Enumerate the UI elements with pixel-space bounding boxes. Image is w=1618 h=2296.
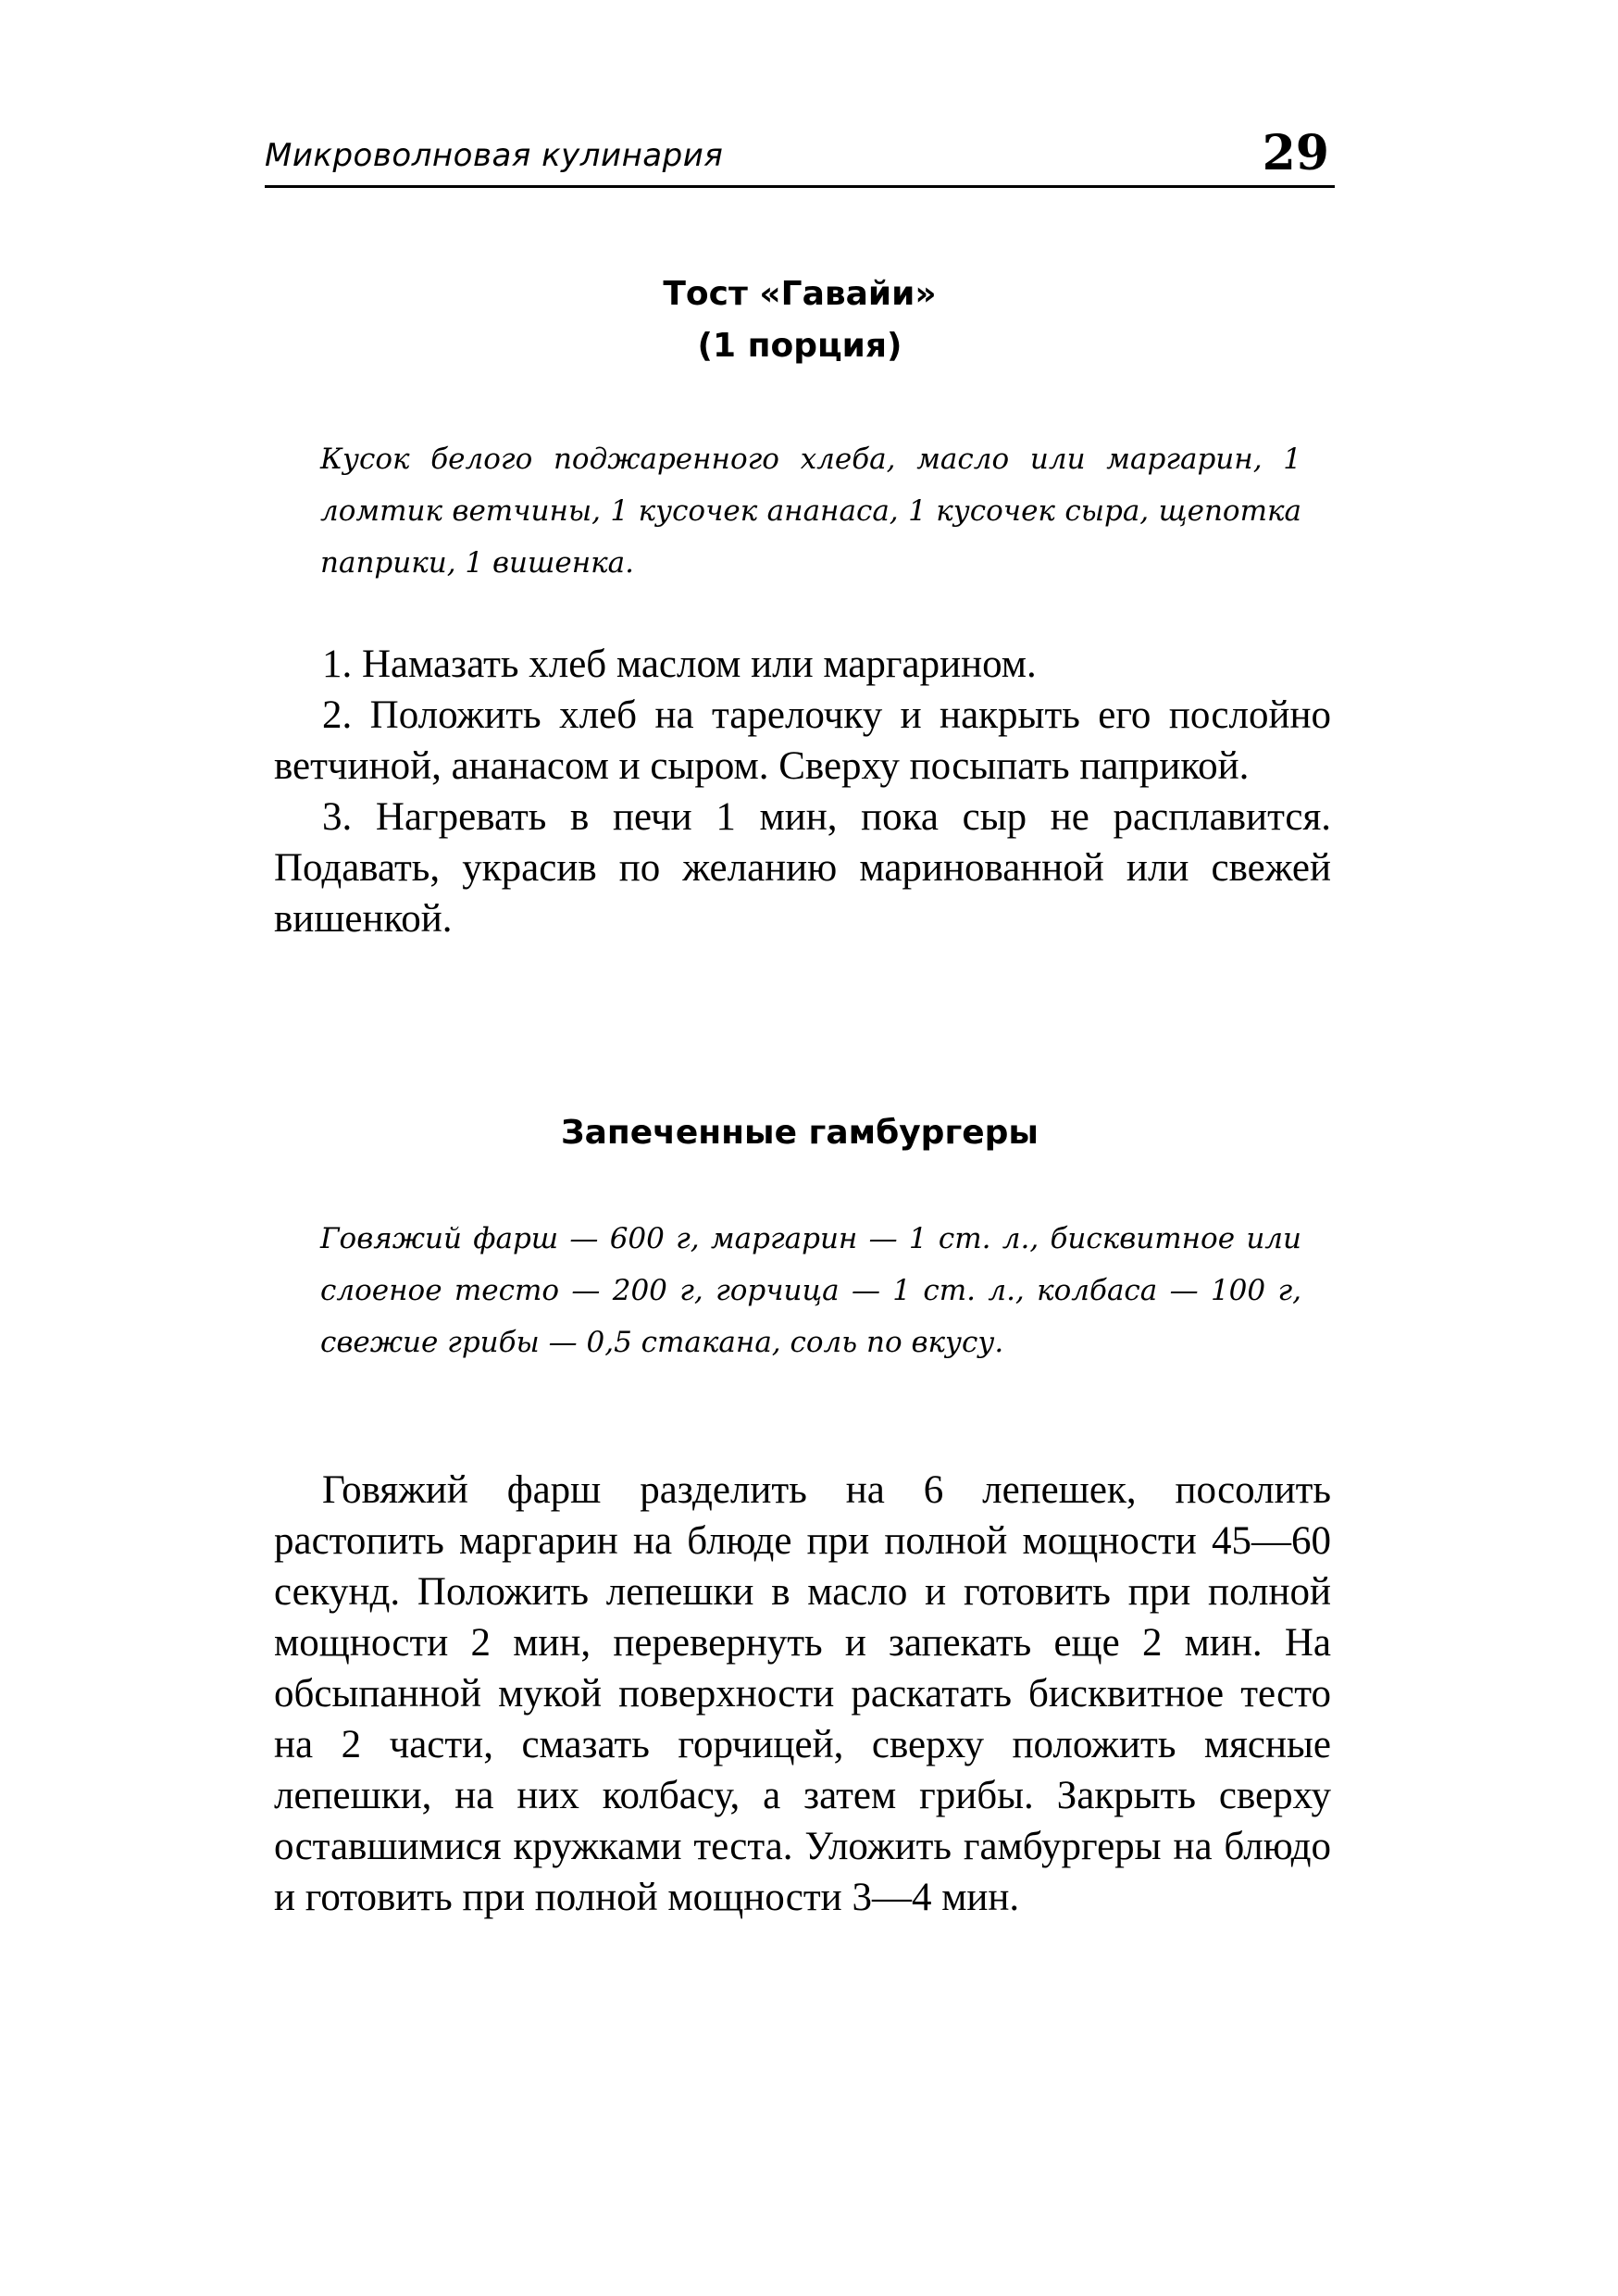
running-header <box>265 119 1335 188</box>
ingredients-hamburgers: Говяжий фарш — 600 г, маргарин — 1 ст. л., бисквитное или слоеное тесто — 200 г, горчица — 1 ст. л., колбаса — 100 г, свежие грибы — 0,5 стакана, соль по вкусу. <box>320 1222 1301 1359</box>
step-1: 1. Намазать хлеб маслом или маргарином. <box>322 643 1037 686</box>
recipe-portion-line: (1 порция) <box>697 327 902 365</box>
step-2: 2. Положить хлеб на тарелочку и накрыть его послойно ветчиной, ананасом и сыром. Сверху посыпать паприкой. <box>274 693 1331 788</box>
method-hamburgers <box>274 1465 1331 1923</box>
ingredients-toast: Кусок белого поджаренного хлеба, масло или маргарин, 1 ломтик ветчины, 1 кусочек ананаса, 1 кусочек сыра, щепотка паприки, 1 вишенка. <box>320 443 1301 580</box>
steps-toast <box>274 639 1331 944</box>
method-paragraph: Говяжий фарш разделить на 6 лепешек, посолить растопить маргарин на блюде при полной мощности 45—60 секунд. Положить лепешки в масло и готовить при полной мощности 2 мин, перевернуть и запекать еще 2 мин. На обсыпанной мукой поверхности раскатать бисквитное тесто на 2 части, смазать горчицей, сверху положить мясные лепешки, на них колбасу, а затем грибы. Закрыть сверху оставшимися кружками теста. Уложить гамбургеры на блюдо и готовить при полной мощности 3—4 мин. <box>274 1468 1331 1919</box>
recipe-title-toast <box>265 268 1335 372</box>
page-number: 29 <box>1262 125 1329 181</box>
recipe-title-hamburgers: Запеченные гамбургеры <box>561 1114 1039 1152</box>
recipe-title-line: Тост «Гавайи» <box>663 275 937 313</box>
running-title: Микроволновая кулинария <box>265 137 724 174</box>
step-3: 3. Нагревать в печи 1 мин, пока сыр не расплавится. Подавать, украсив по желанию маринованной или свежей вишенкой. <box>274 795 1331 941</box>
